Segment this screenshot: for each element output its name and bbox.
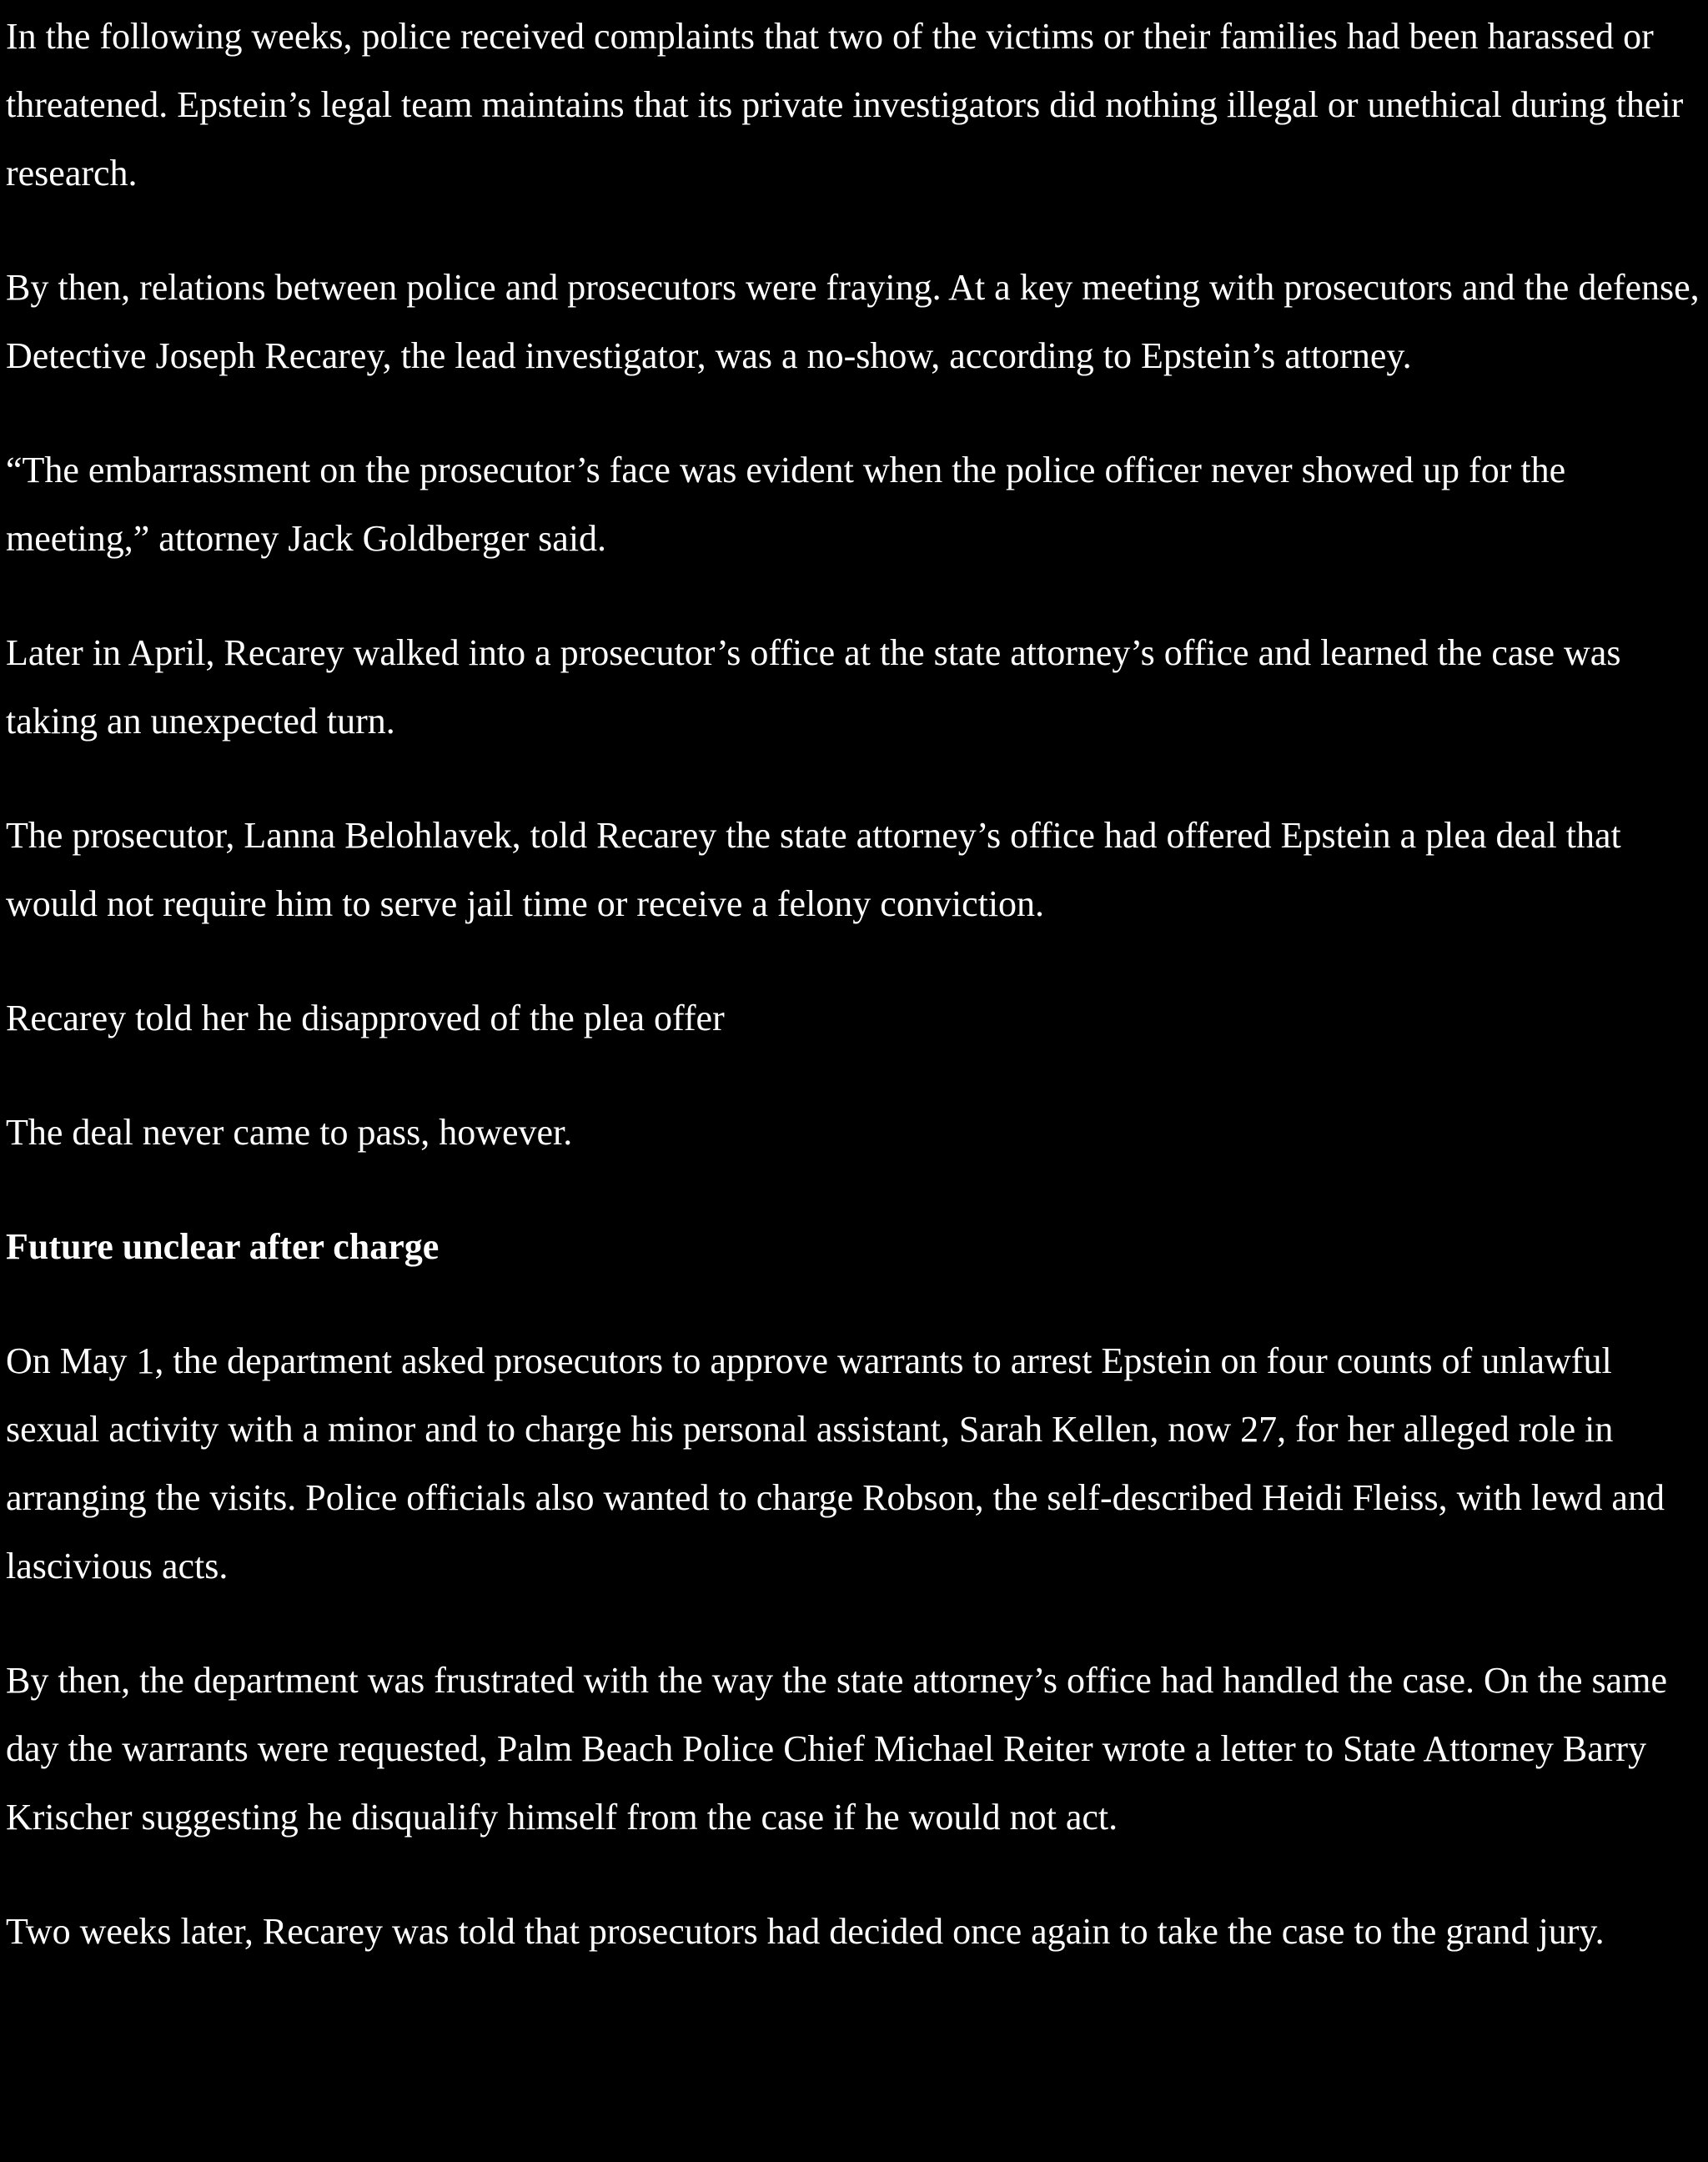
article-paragraph: By then, relations between police and prosecutors were fraying. At a key meeting with prosecutors and the defense, Detective Joseph Recarey, the lead investigator, was a no-show, according to Epstein’s attorney. [6,267,1700,376]
article-paragraph: The prosecutor, Lanna Belohlavek, told Recarey the state attorney’s office had offered Epstein a plea deal that would not require him to serve jail time or receive a felony conviction. [6,815,1621,924]
section-heading: Future unclear after charge [6,1226,440,1267]
article-paragraph: “The embarrassment on the prosecutor’s face was evident when the police officer never showed up for the meeting,” attorney Jack Goldberger said. [6,450,1566,559]
article-paragraph: Later in April, Recarey walked into a prosecutor’s office at the state attorney’s office and learned the case was taking an unexpected turn. [6,632,1621,742]
article-paragraph: By then, the department was frustrated with the way the state attorney’s office had handled the case. On the same day the warrants were requested, Palm Beach Police Chief Michael Reiter wrote a letter to State Attorney Barry Krischer suggesting he disqualify himself from the case if he would not act. [6,1660,1667,1838]
article-paragraph: In the following weeks, police received complaints that two of the victims or their families had been harassed or threatened. Epstein’s legal team maintains that its private investigators did nothing illegal or unethical during their research. [6,16,1684,194]
article-paragraph: On May 1, the department asked prosecutors to approve warrants to arrest Epstein on four counts of unlawful sexual activity with a minor and to charge his personal assistant, Sarah Kellen, now 27, for her alleged role in arranging the visits. Police officials also wanted to charge Robson, the self-described Heidi Fleiss, with lewd and lascivious acts. [6,1340,1665,1586]
article-paragraph: The deal never came to pass, however. [6,1112,573,1153]
article-paragraph: Recarey told her he disapproved of the plea offer [6,998,725,1038]
article-paragraph: Two weeks later, Recarey was told that prosecutors had decided once again to take the case to the grand jury. [6,1911,1605,1952]
